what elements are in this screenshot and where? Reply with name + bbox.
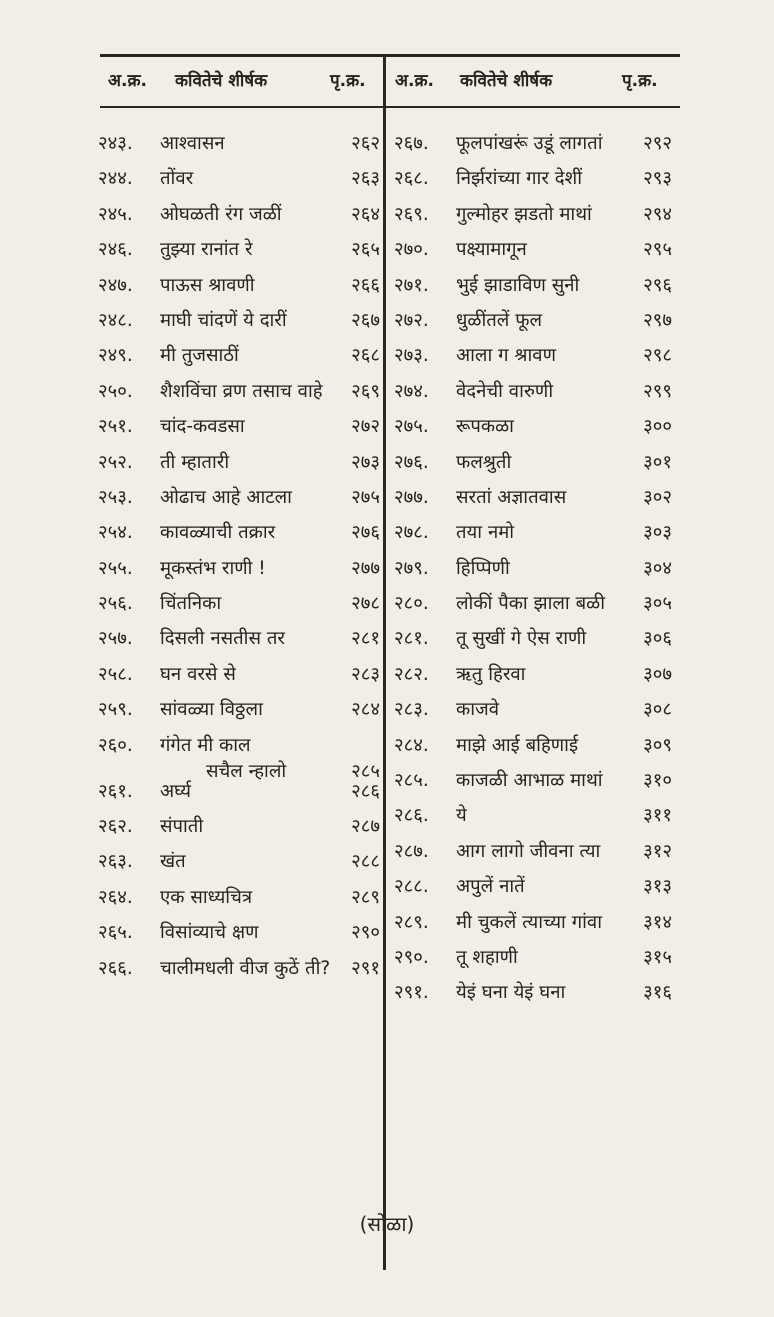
toc-title: कावळ्याची तक्रार	[160, 522, 276, 544]
toc-page: २८४	[351, 699, 380, 721]
header-rule	[100, 106, 680, 108]
toc-row	[394, 195, 672, 230]
header-left-title: कवितेचे शीर्षक	[175, 71, 268, 91]
toc-number: २७८.	[394, 522, 429, 544]
toc-title: माझे आई बहिणाई	[456, 734, 579, 756]
toc-title: खंत	[160, 851, 186, 873]
toc-title: काजवे	[456, 699, 500, 721]
toc-page: २७५	[351, 486, 380, 508]
toc-title: आला ग श्रावण	[456, 345, 556, 367]
toc-title: विसांव्याचे क्षण	[160, 922, 259, 944]
toc-number: २४७.	[98, 274, 133, 296]
toc-number: २४३.	[98, 133, 133, 154]
toc-page: २७३	[351, 451, 380, 473]
toc-number: २८२.	[394, 663, 429, 685]
toc-number: २७०.	[394, 239, 429, 261]
toc-title: अर्घ्य	[160, 780, 192, 802]
toc-page: २९५	[643, 239, 672, 261]
header-right-title: कवितेचे शीर्षक	[460, 71, 553, 91]
toc-row	[98, 159, 380, 194]
toc-page: ३०१	[643, 451, 672, 473]
toc-row	[394, 619, 672, 654]
toc-row	[394, 124, 672, 159]
toc-row	[98, 372, 380, 407]
toc-title: रूपकळा	[456, 416, 514, 438]
toc-title: सांवळ्या विठ्ठला	[160, 699, 263, 721]
toc-page: २९१	[351, 957, 380, 979]
toc-row	[394, 832, 672, 867]
toc-page: २९३	[643, 168, 672, 190]
toc-row	[394, 443, 672, 478]
toc-title: फलश्रुती	[456, 451, 512, 473]
toc-page: ३१६	[643, 982, 672, 1004]
toc-row	[394, 230, 672, 265]
toc-page: ३०९	[643, 734, 672, 756]
column-divider	[383, 54, 386, 1270]
toc-title: तू सुखीं गे ऐस राणी	[456, 628, 587, 650]
toc-number: २५१.	[98, 416, 133, 438]
toc-number: २६७.	[394, 133, 429, 154]
toc-row	[98, 513, 380, 548]
toc-row	[394, 336, 672, 371]
toc-title: मी चुकलें त्याच्या गांवा	[456, 911, 603, 933]
toc-page: २९८	[643, 345, 672, 367]
toc-number: २६५.	[98, 922, 133, 944]
toc-number: २५२.	[98, 451, 133, 473]
toc-row	[98, 878, 380, 913]
toc-row	[394, 903, 672, 938]
toc-page: २८७	[351, 816, 380, 838]
toc-page: २९२	[643, 133, 672, 154]
toc-row	[98, 584, 380, 619]
toc-title: शैशविंचा व्रण तसाच वाहे	[160, 380, 323, 402]
toc-row	[98, 726, 380, 782]
toc-page: २७६	[351, 522, 380, 544]
toc-page: ३०७	[643, 663, 672, 685]
toc-row	[98, 124, 380, 159]
toc-row	[98, 690, 380, 725]
toc-title: आग लागो जीवना त्या	[456, 840, 601, 862]
toc-page: २८९	[351, 886, 380, 908]
toc-title: पाऊस श्रावणी	[160, 274, 255, 296]
toc-title: येइं घना येइं घना	[456, 982, 566, 1004]
toc-page: २८३	[351, 663, 380, 685]
toc-row	[98, 266, 380, 301]
toc-number: २६०.	[98, 734, 133, 756]
toc-number: २६३.	[98, 851, 133, 873]
toc-number: २६२.	[98, 816, 133, 838]
header-right-page: पृ.क्र.	[622, 71, 658, 91]
toc-row	[394, 159, 672, 194]
toc-number: २६१.	[98, 780, 133, 802]
toc-number: २५६.	[98, 593, 133, 615]
toc-page: २८१	[351, 628, 380, 650]
toc-page: ३०८	[643, 699, 672, 721]
toc-row	[394, 407, 672, 442]
toc-title: तुझ्या रानांत रे	[160, 239, 253, 261]
toc-number: २७७.	[394, 486, 429, 508]
toc-number: २९०.	[394, 946, 429, 968]
toc-number: २७१.	[394, 274, 429, 296]
toc-row	[394, 513, 672, 548]
toc-row	[98, 949, 380, 984]
toc-title: ये	[456, 805, 467, 827]
toc-page: ३०५	[643, 593, 672, 615]
toc-page: २९६	[643, 274, 672, 296]
toc-row	[394, 584, 672, 619]
toc-number: २८४.	[394, 734, 429, 756]
toc-row	[394, 655, 672, 690]
toc-page: २८५	[351, 760, 380, 782]
toc-number: २८९.	[394, 911, 429, 933]
toc-page: २६५	[351, 239, 380, 261]
toc-row	[394, 690, 672, 725]
toc-page: २६८	[351, 345, 380, 367]
toc-number: २५५.	[98, 557, 133, 579]
toc-number: २८१.	[394, 628, 429, 650]
toc-title: मूकस्तंभ राणी !	[160, 557, 266, 579]
toc-page: २९९	[643, 380, 672, 402]
toc-number: २५३.	[98, 486, 133, 508]
toc-page: २९०	[351, 922, 380, 944]
toc-title: दिसली नसतीस तर	[160, 628, 285, 650]
toc-page: २७२	[351, 416, 380, 438]
toc-row	[394, 796, 672, 831]
toc-title: लोकीं पैका झाला बळी	[456, 593, 606, 615]
toc-title: गुल्मोहर झडतो माथां	[456, 203, 592, 225]
toc-page: २६२	[351, 133, 380, 154]
toc-number: २८७.	[394, 840, 429, 862]
toc-title: संपाती	[160, 816, 204, 838]
toc-page: ३०२	[643, 486, 672, 508]
toc-title: फूलपांखरूं उडूं लागतां	[456, 133, 603, 154]
toc-title: मी तुजसाठीं	[160, 345, 239, 367]
toc-row	[98, 336, 380, 371]
toc-page: ३१५	[643, 946, 672, 968]
toc-page: २७७	[351, 557, 380, 579]
toc-title: ओघळती रंग जळीं	[160, 203, 282, 225]
toc-number: २४४.	[98, 168, 133, 190]
toc-page: २६९	[351, 380, 380, 402]
toc-number: २५४.	[98, 522, 133, 544]
toc-title: आश्वासन	[160, 133, 225, 154]
toc-page: २६६	[351, 274, 380, 296]
toc-title: गंगेत मी काल	[160, 734, 251, 756]
toc-number: २४८.	[98, 309, 133, 331]
toc-title: काजळी आभाळ माथां	[456, 770, 603, 792]
toc-page: २९७	[643, 309, 672, 331]
toc-number: २७६.	[394, 451, 429, 473]
toc-number: २७९.	[394, 557, 429, 579]
top-rule	[100, 54, 680, 57]
toc-page: ३१३	[643, 876, 672, 898]
header-right-sr: अ.क्र.	[395, 71, 434, 91]
header-left-page: पृ.क्र.	[330, 71, 366, 91]
toc-row	[394, 478, 672, 513]
toc-row	[98, 807, 380, 842]
toc-number: २५७.	[98, 628, 133, 650]
header-left-sr: अ.क्र.	[108, 71, 147, 91]
toc-page: २८८	[351, 851, 380, 873]
right-column	[394, 124, 672, 1009]
toc-number: २८६.	[394, 805, 429, 827]
toc-row	[394, 726, 672, 761]
toc-row	[98, 478, 380, 513]
toc-page: ३००	[643, 416, 672, 438]
toc-title: तोंवर	[160, 168, 194, 190]
toc-page: ३१०	[643, 770, 672, 792]
toc-number: २४९.	[98, 345, 133, 367]
toc-number: २७२.	[394, 309, 429, 331]
toc-page: ३१४	[643, 911, 672, 933]
toc-number: २७५.	[394, 416, 429, 438]
toc-title: पक्ष्यामागून	[456, 239, 527, 261]
toc-title: भुई झाडाविण सुनी	[456, 274, 580, 296]
toc-page: २९४	[643, 203, 672, 225]
toc-row	[394, 301, 672, 336]
toc-title: निर्झरांच्या गार देशीं	[456, 168, 582, 190]
toc-row	[394, 867, 672, 902]
toc-page: २८६	[351, 780, 380, 802]
toc-title: सरतां अज्ञातवास	[456, 486, 567, 508]
toc-number: २८३.	[394, 699, 429, 721]
toc-row	[394, 973, 672, 1008]
toc-row	[98, 195, 380, 230]
toc-title: अपुलें नातें	[456, 876, 525, 898]
toc-title: ओढाच आहे आटला	[160, 486, 292, 508]
toc-title: चांद-कवडसा	[160, 416, 245, 438]
toc-row	[98, 772, 380, 807]
toc-number: २६४.	[98, 886, 133, 908]
toc-page: ३१२	[643, 840, 672, 862]
toc-page: २७८	[351, 593, 380, 615]
toc-number: २८८.	[394, 876, 429, 898]
toc-row	[394, 372, 672, 407]
toc-row	[394, 938, 672, 973]
toc-number: २६९.	[394, 203, 429, 225]
toc-row	[394, 549, 672, 584]
toc-page: ३११	[643, 805, 672, 827]
toc-number: २७४.	[394, 380, 429, 402]
toc-row	[98, 407, 380, 442]
toc-number: २५०.	[98, 380, 133, 402]
toc-title: ती म्हातारी	[160, 451, 230, 473]
toc-page: ३०४	[643, 557, 672, 579]
toc-number: २४५.	[98, 203, 133, 225]
toc-number: २६६.	[98, 957, 133, 979]
toc-title: घन वरसे से	[160, 663, 236, 685]
toc-title: एक साध्यचित्र	[160, 886, 253, 908]
toc-title: माघी चांदणें ये दारीं	[160, 309, 287, 331]
toc-number: २७३.	[394, 345, 429, 367]
toc-row	[98, 230, 380, 265]
toc-title: तया नमो	[456, 522, 515, 544]
toc-row	[98, 443, 380, 478]
toc-number: २५८.	[98, 663, 133, 685]
toc-row	[98, 619, 380, 654]
toc-title: धुळींतलें फूल	[456, 309, 543, 331]
toc-row	[98, 301, 380, 336]
toc-page: २६७	[351, 309, 380, 331]
toc-number: २९१.	[394, 982, 429, 1004]
toc-title: चालीमधली वीज कुठें ती?	[160, 957, 331, 979]
toc-page: २६३	[351, 168, 380, 190]
toc-title: तू शहाणी	[456, 946, 518, 968]
toc-page: ३०३	[643, 522, 672, 544]
toc-title: ऋतु हिरवा	[456, 663, 526, 685]
toc-row	[394, 266, 672, 301]
toc-number: २८०.	[394, 593, 429, 615]
toc-row	[394, 761, 672, 796]
toc-number: २८५.	[394, 770, 429, 792]
toc-number: २६८.	[394, 168, 429, 190]
toc-number: २५९.	[98, 699, 133, 721]
left-column	[98, 124, 380, 984]
toc-number: २४६.	[98, 239, 133, 261]
toc-title: हिप्पिणी	[456, 557, 510, 579]
toc-page: ३०६	[643, 628, 672, 650]
toc-title-continued: सचैल न्हालो	[206, 760, 287, 782]
toc-title: चिंतनिका	[160, 593, 222, 615]
toc-title: वेदनेची वारुणी	[456, 380, 554, 402]
page-number: (सोळा)	[359, 1212, 415, 1236]
toc-row	[98, 913, 380, 948]
toc-row	[98, 549, 380, 584]
toc-row	[98, 655, 380, 690]
toc-row	[98, 842, 380, 877]
toc-page: २६४	[351, 203, 380, 225]
